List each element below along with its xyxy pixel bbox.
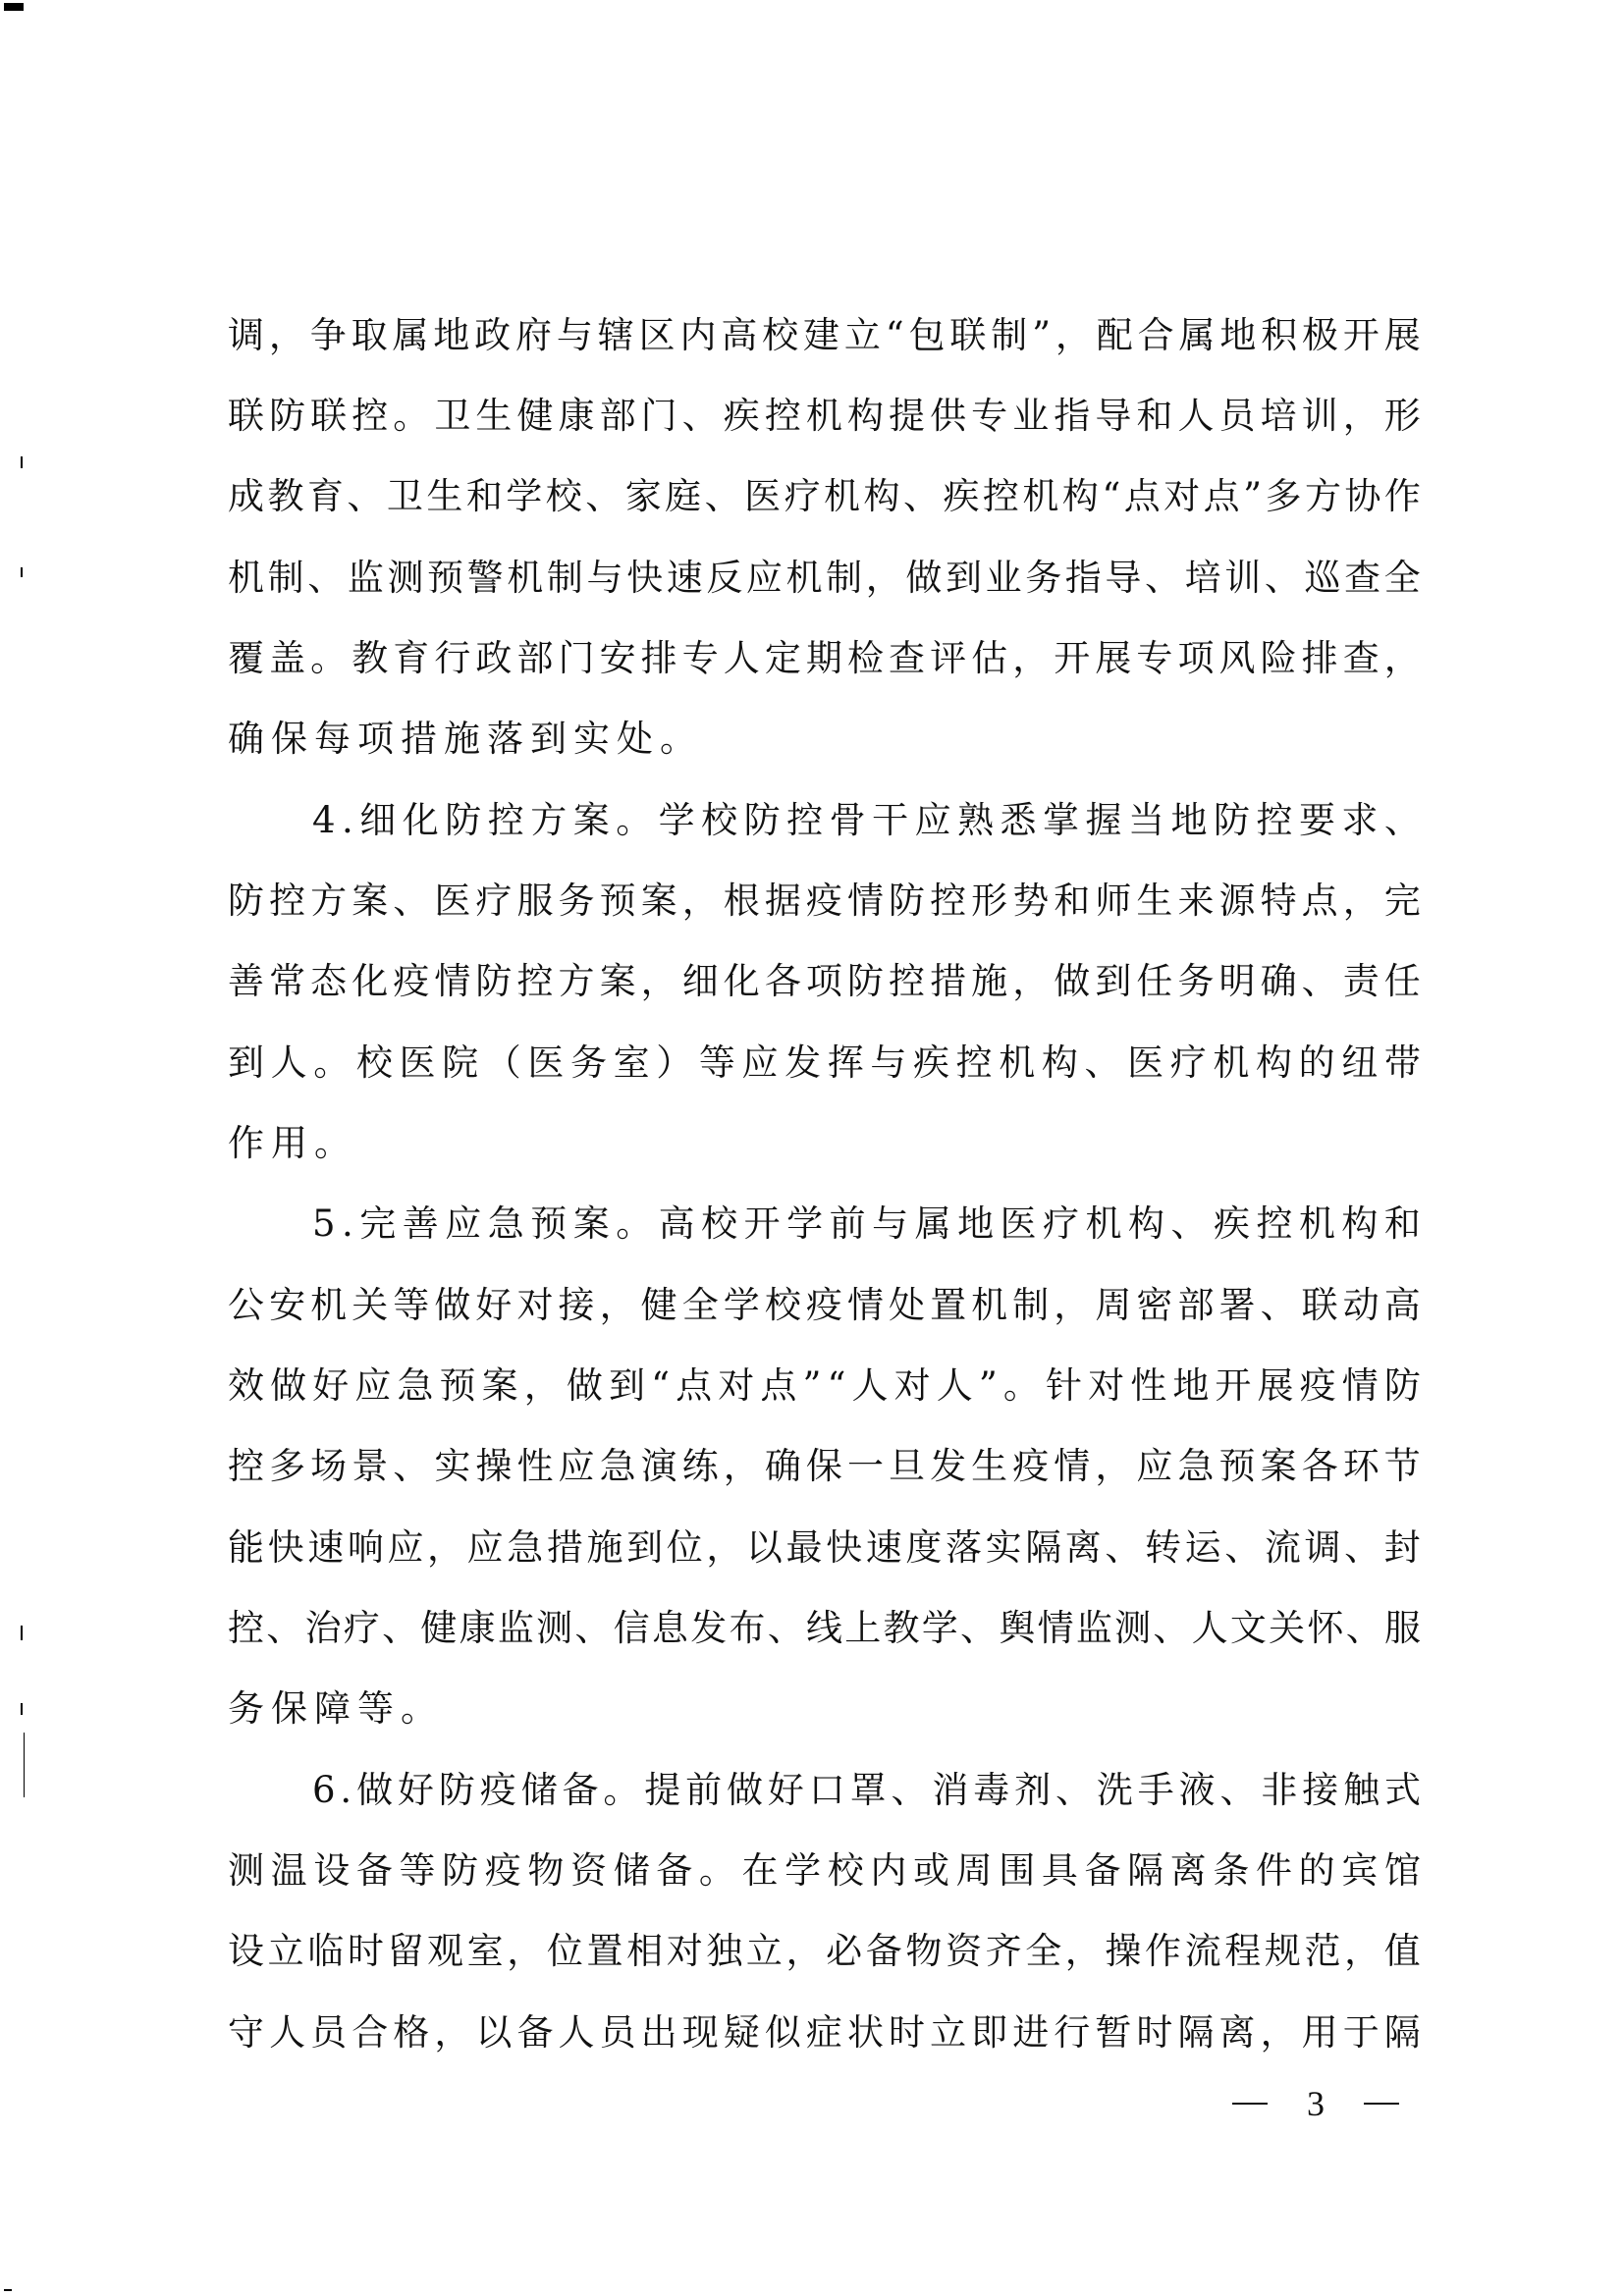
text-line: 到 人 。 校 医 院 （ 医 务 室 ） 等 应 发 挥 与 疾 控 机 构 、 医 疗 机 构 的 纽 带 xyxy=(228,1041,1421,1084)
text-line: 控 多 场 景 、 实 操 性 应 急 演 练 ， 确 保 一 旦 发 生 疫 情 ， 应 急 预 案 各 环 节 xyxy=(228,1445,1421,1487)
scan-mark-left-1 xyxy=(21,456,23,468)
text-line: 机 制 、 监 测 预 警 机 制 与 快 速 反 应 机 制 ， 做 到 业 务 指 导 、 培 训 、 巡 查 全 xyxy=(228,557,1421,599)
text-line: 联 防 联 控 。 卫 生 健 康 部 门 、 疾 控 机 构 提 供 专 业 指 导 和 人 员 培 训 ， 形 xyxy=(228,395,1421,437)
text-line: 务保障等。 xyxy=(228,1687,444,1730)
text-line: 测 温 设 备 等 防 疫 物 资 储 备 。 在 学 校 内 或 周 围 具 备 隔 离 条 件 的 宾 馆 xyxy=(228,1849,1421,1892)
scan-mark-bottom-left xyxy=(4,2289,12,2291)
text-line: 设 立 临 时 留 观 室 ， 位 置 相 对 独 立 ， 必 备 物 资 齐 全 ， 操 作 流 程 规 范 ， 值 xyxy=(228,1930,1421,1972)
scan-mark-left-2 xyxy=(21,567,23,577)
scan-mark-left-4 xyxy=(21,1703,23,1715)
page-number-dash-left xyxy=(1232,2103,1268,2105)
text-line: 能 快 速 响 应 ， 应 急 措 施 到 位 ， 以 最 快 速 度 落 实 隔 离 、 转 运 、 流 调 、 封 xyxy=(228,1526,1421,1569)
text-line: 作用。 xyxy=(228,1122,357,1164)
text-line: 防 控 方 案 、 医 疗 服 务 预 案 ， 根 据 疫 情 防 控 形 势 和 师 生 来 源 特 点 ， 完 xyxy=(228,880,1421,922)
text-line: 覆 盖 。 教 育 行 政 部 门 安 排 专 人 定 期 检 查 评 估 ， 开 展 专 项 风 险 排 查 ， xyxy=(228,637,1421,679)
text-line: 成 教 育 、 卫 生 和 学 校 、 家 庭 、 医 疗 机 构 、 疾 控 机 构 “ 点 对 点 ” 多 方 协 作 xyxy=(228,475,1421,517)
page-number-value: 3 xyxy=(1307,2084,1325,2123)
text-line: 调 ， 争 取 属 地 政 府 与 辖 区 内 高 校 建 立 “ 包 联 制 ” ， 配 合 属 地 积 极 开 展 xyxy=(228,314,1421,356)
scan-mark-left-5 xyxy=(24,1733,25,1797)
text-line: 确保每项措施落到实处。 xyxy=(228,718,703,760)
text-line: 善 常 态 化 疫 情 防 控 方 案 ， 细 化 各 项 防 控 措 施 ， 做 到 任 务 明 确 、 责 任 xyxy=(228,960,1421,1002)
scan-mark-top-left xyxy=(4,3,24,11)
text-line: 守 人 员 合 格 ， 以 备 人 员 出 现 疑 似 症 状 时 立 即 进 行 暂 时 隔 离 ， 用 于 隔 xyxy=(228,2011,1421,2054)
section-heading-line: 6 . 做 好 防 疫 储 备 。 提 前 做 好 口 罩 、 消 毒 剂 、 洗 手 液 、 非 接 触 式 xyxy=(312,1769,1421,1811)
section-heading-line: 5 . 完 善 应 急 预 案 。 高 校 开 学 前 与 属 地 医 疗 机 构 、 疾 控 机 构 和 xyxy=(312,1202,1421,1245)
page-number xyxy=(1232,2079,1399,2128)
scan-mark-left-3 xyxy=(21,1626,23,1640)
section-heading-line: 4 . 细 化 防 控 方 案 。 学 校 防 控 骨 干 应 熟 悉 掌 握 当 地 防 控 要 求 、 xyxy=(312,799,1421,841)
text-line: 公 安 机 关 等 做 好 对 接 ， 健 全 学 校 疫 情 处 置 机 制 ， 周 密 部 署 、 联 动 高 xyxy=(228,1284,1421,1326)
text-line: 效 做 好 应 急 预 案 ， 做 到 “ 点 对 点 ” “ 人 对 人 ” 。 针 对 性 地 开 展 疫 情 防 xyxy=(228,1364,1421,1407)
page-number-dash-right xyxy=(1364,2103,1399,2105)
text-line: 控 、 治 疗 、 健 康 监 测 、 信 息 发 布 、 线 上 教 学 、 舆 情 监 测 、 人 文 关 怀 、 服 xyxy=(228,1607,1421,1649)
